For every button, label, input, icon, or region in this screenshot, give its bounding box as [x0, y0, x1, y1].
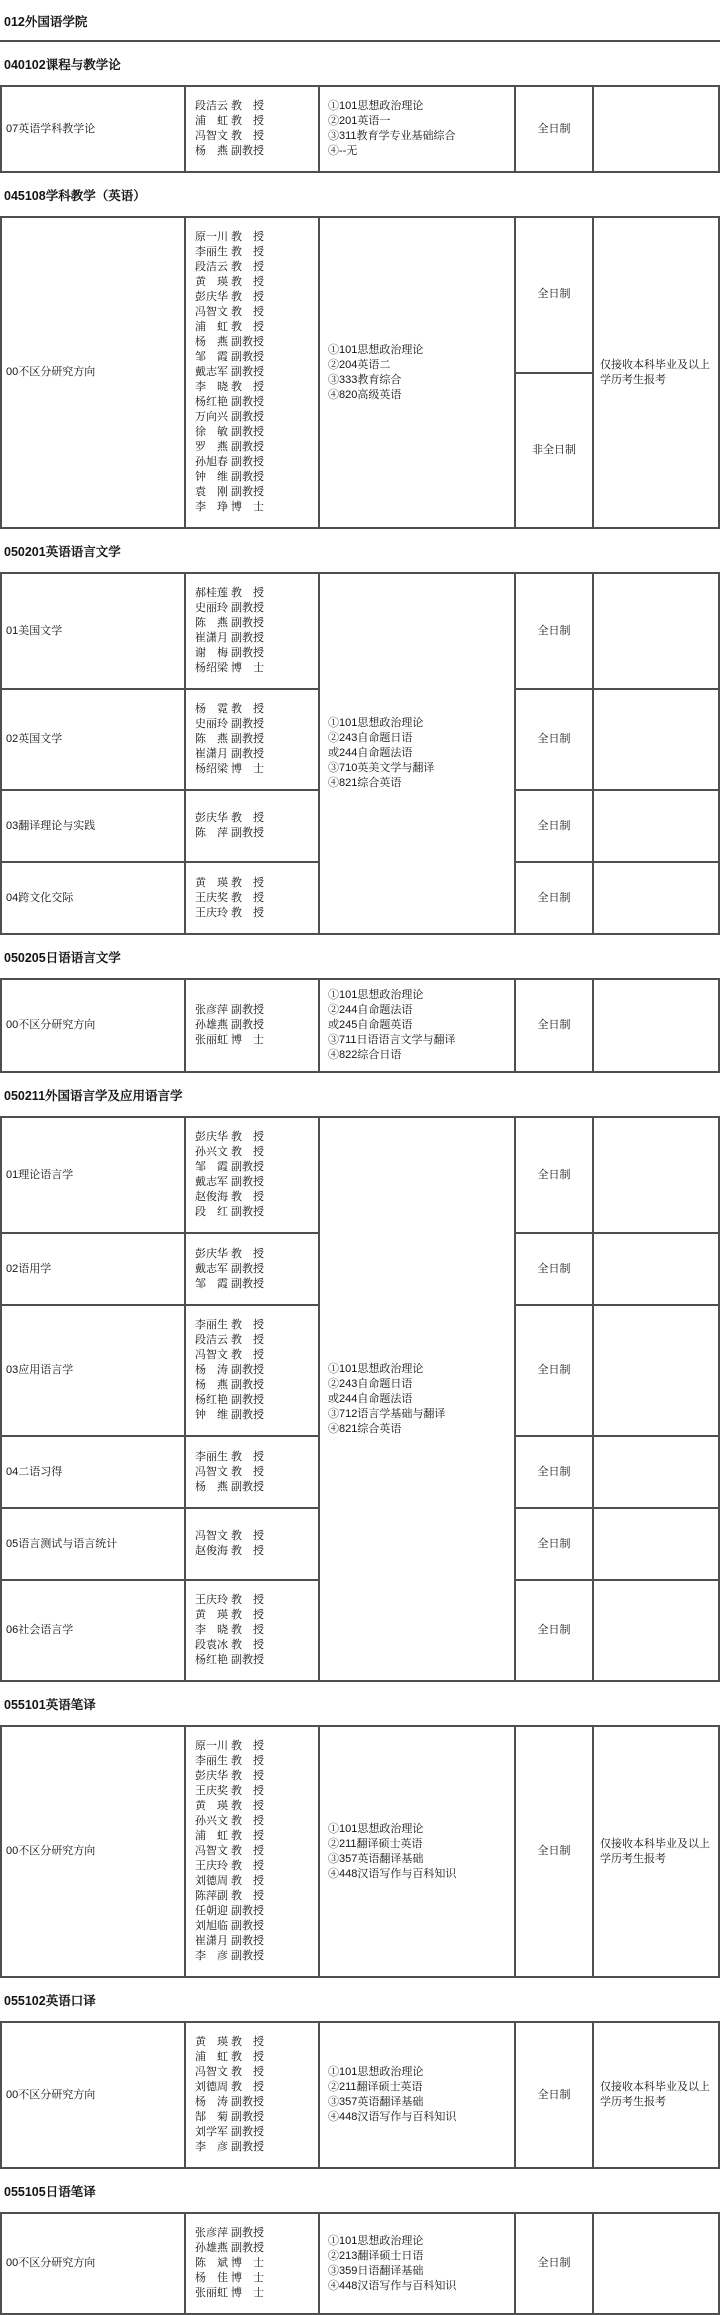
study-mode-cell: 全日制	[516, 1727, 594, 1978]
text-line: ④821综合英语	[328, 777, 402, 789]
text-line: 杨绍梁 博 士	[195, 662, 265, 674]
advisors-cell	[186, 1581, 320, 1682]
exam-subjects-cell	[320, 980, 516, 1073]
text-line: 王庆玲 教 授	[195, 1594, 265, 1606]
direction-cell: 04二语习得	[2, 1437, 186, 1509]
text-line: ②243自命题日语	[328, 732, 413, 744]
program-table	[0, 978, 720, 1073]
text-line: 刘德周 教 授	[195, 2081, 265, 2093]
text-line: 杨 佳 博 士	[195, 2272, 265, 2284]
text-line: 杨红艳 副教授	[195, 1654, 265, 1666]
exam-subjects-cell	[320, 87, 516, 173]
remark-cell	[594, 2214, 720, 2315]
text-line: 史丽玲 副教授	[195, 602, 265, 614]
study-mode-cell: 全日制	[516, 1234, 594, 1306]
text-line: ③357英语翻译基础	[328, 2096, 424, 2108]
text-line: ①101思想政治理论	[328, 2066, 424, 2078]
remark-cell	[594, 1581, 720, 1682]
text-line: ①101思想政治理论	[328, 100, 424, 112]
direction-cell: 01美国文学	[2, 574, 186, 690]
study-mode-cell: 全日制	[516, 791, 594, 863]
text-line: 彭庆华 教 授	[195, 1247, 265, 1260]
text-line: 杨 涛 副教授	[195, 2096, 265, 2108]
text-line: ④448汉语写作与百科知识	[328, 2279, 457, 2292]
text-line: 张丽虹 博 士	[195, 1034, 265, 1046]
sections-container	[0, 42, 720, 2315]
text-line: 陈萍副 教 授	[195, 1890, 265, 1902]
text-line: 杨绍梁 博 士	[195, 763, 265, 775]
text-line: 崔潇月 副教授	[195, 748, 265, 760]
text-line: 崔潇月 副教授	[195, 632, 265, 644]
text-line: 王庆奖 教 授	[195, 1785, 265, 1797]
study-mode-cell: 全日制	[516, 863, 594, 935]
advisors-cell	[186, 980, 320, 1073]
program-table	[0, 2212, 720, 2315]
program-table	[0, 572, 720, 935]
text-line: 崔潇月 副教授	[195, 1935, 265, 1947]
remark-cell	[594, 87, 720, 173]
study-mode-cell: 全日制	[516, 1118, 594, 1234]
remark-cell	[594, 1118, 720, 1234]
direction-cell: 04跨文化交际	[2, 863, 186, 935]
direction-cell: 01理论语言学	[2, 1118, 186, 1234]
text-line: 杨 霓 教 授	[195, 703, 265, 715]
text-line: 段洁云 教 授	[195, 1334, 265, 1346]
text-line: 陈 斌 博 士	[195, 2257, 265, 2269]
advisors-cell	[186, 218, 320, 529]
text-line: 浦 虹 教 授	[195, 321, 265, 333]
study-mode-cell: 非全日制	[516, 374, 594, 530]
remark-cell	[594, 574, 720, 690]
text-line: 郝桂莲 教 授	[195, 587, 265, 599]
text-line: 原一川 教 授	[195, 231, 265, 243]
remark-cell	[594, 791, 720, 863]
study-mode-cell: 全日制	[516, 218, 594, 374]
section-header: 050201英语语言文学	[4, 545, 121, 559]
study-mode-cell: 全日制	[516, 574, 594, 690]
text-line: 黄 瑛 教 授	[195, 276, 265, 288]
text-line: 杨 燕 副教授	[195, 145, 265, 157]
text-line: 戴志军 副教授	[195, 366, 265, 378]
page-title: 012外国语学院	[0, 0, 720, 42]
text-line: 冯智文 教 授	[195, 1465, 265, 1478]
text-line: 李 晓 教 授	[195, 1624, 265, 1636]
text-line: 罗 燕 副教授	[195, 441, 265, 453]
text-line: 李丽生 教 授	[195, 1450, 265, 1463]
study-mode-cell: 全日制	[516, 2214, 594, 2315]
text-line: 陈 燕 副教授	[195, 733, 265, 745]
text-line: 张彦萍 副教授	[195, 2227, 265, 2239]
text-line: 浦 虹 教 授	[195, 1830, 265, 1842]
text-line: 李丽生 教 授	[195, 1755, 265, 1767]
remark-cell	[594, 863, 720, 935]
text-line: 谢 梅 副教授	[195, 647, 265, 659]
text-line: 徐 敏 副教授	[195, 426, 265, 438]
remark-cell: 仅接收本科毕业及以上学历考生报考	[594, 1727, 720, 1978]
text-line: 黄 瑛 教 授	[195, 2036, 265, 2048]
section-header: 040102课程与教学论	[4, 58, 121, 72]
remark-cell	[594, 1234, 720, 1306]
text-line: 段袁冰 教 授	[195, 1639, 265, 1651]
text-line: 段 红 副教授	[195, 1206, 265, 1218]
text-line: 黄 瑛 教 授	[195, 1800, 265, 1812]
text-line: 杨 燕 副教授	[195, 1379, 265, 1391]
text-line: 段洁云 教 授	[195, 261, 265, 273]
advisors-cell	[186, 1727, 320, 1978]
text-line: 或244自命题法语	[328, 1392, 413, 1405]
text-line: 刘旭临 副教授	[195, 1920, 265, 1932]
remark-cell	[594, 690, 720, 791]
section-header: 045108学科教学（英语）	[4, 189, 146, 203]
text-line: 孙兴文 教 授	[195, 1146, 265, 1158]
text-line: 冯智文 教 授	[195, 1845, 265, 1857]
text-line: 或244自命题法语	[328, 747, 413, 759]
program-table	[0, 1116, 720, 1682]
advisors-cell	[186, 1509, 320, 1581]
advisors-cell	[186, 690, 320, 791]
text-line: 李 彦 副教授	[195, 1950, 265, 1962]
text-line: 杨 燕 副教授	[195, 336, 265, 348]
text-line: ③311教育学专业基础综合	[328, 130, 456, 142]
exam-subjects-cell	[320, 2023, 516, 2169]
direction-cell: 06社会语言学	[2, 1581, 186, 1682]
text-line: 郜 菊 副教授	[195, 2111, 265, 2123]
text-line: 杨红艳 副教授	[195, 1394, 265, 1406]
study-mode-cell: 全日制	[516, 2023, 594, 2169]
direction-cell: 03翻译理论与实践	[2, 791, 186, 863]
study-mode-cell: 全日制	[516, 1437, 594, 1509]
advisors-cell	[186, 1118, 320, 1234]
text-line: ③359日语翻译基础	[328, 2264, 424, 2277]
study-mode-cell: 全日制	[516, 1509, 594, 1581]
direction-cell: 00不区分研究方向	[2, 1727, 186, 1978]
text-line: 张彦萍 副教授	[195, 1004, 265, 1016]
exam-subjects-cell	[320, 218, 516, 529]
text-line: ①101思想政治理论	[328, 1822, 424, 1835]
text-line: 王庆奖 教 授	[195, 891, 265, 904]
text-line: 孙雄燕 副教授	[195, 2242, 265, 2254]
text-line: 邹 霞 副教授	[195, 351, 265, 363]
text-line: 杨红艳 副教授	[195, 396, 265, 408]
text-line: ④821综合英语	[328, 1422, 402, 1435]
text-line: 黄 瑛 教 授	[195, 876, 265, 889]
text-line: 王庆玲 教 授	[195, 906, 265, 919]
text-line: 钟 维 副教授	[195, 471, 265, 483]
text-line: 邹 霞 副教授	[195, 1161, 265, 1173]
text-line: ③333教育综合	[328, 373, 402, 386]
text-line: 钟 维 副教授	[195, 1409, 265, 1421]
advisors-cell	[186, 2023, 320, 2169]
text-line: 王庆玲 教 授	[195, 1860, 265, 1872]
text-line: ②244自命题法语	[328, 1004, 413, 1016]
section-header: 050211外国语言学及应用语言学	[4, 1089, 183, 1103]
text-line: 杨 涛 副教授	[195, 1364, 265, 1376]
text-line: 邹 霞 副教授	[195, 1277, 265, 1290]
text-line: ①101思想政治理论	[328, 989, 424, 1001]
direction-cell: 07英语学科教学论	[2, 87, 186, 173]
text-line: 刘德周 教 授	[195, 1875, 265, 1887]
advisors-cell	[186, 863, 320, 935]
remark-cell	[594, 1509, 720, 1581]
text-line: ②201英语一	[328, 115, 391, 127]
exam-subjects-cell	[320, 2214, 516, 2315]
text-line: 袁 刚 副教授	[195, 486, 265, 498]
program-table	[0, 1725, 720, 1978]
direction-cell: 00不区分研究方向	[2, 980, 186, 1073]
text-line: ②204英语二	[328, 358, 391, 371]
text-line: 冯智文 教 授	[195, 1349, 265, 1361]
direction-cell: 00不区分研究方向	[2, 2214, 186, 2315]
text-line: ③711日语语言文学与翻译	[328, 1034, 456, 1046]
text-line: ①101思想政治理论	[328, 2234, 424, 2247]
text-line: ①101思想政治理论	[328, 1362, 424, 1375]
text-line: 孙旭春 副教授	[195, 456, 265, 468]
text-line: 陈 萍 副教授	[195, 827, 265, 839]
text-line: ④448汉语写作与百科知识	[328, 2111, 457, 2123]
text-line: 李 琤 博 士	[195, 501, 265, 513]
study-mode-cell: 全日制	[516, 690, 594, 791]
text-line: 赵俊海 教 授	[195, 1545, 265, 1557]
text-line: ④820高级英语	[328, 388, 402, 401]
study-mode-cell: 全日制	[516, 1306, 594, 1437]
text-line: 戴志军 副教授	[195, 1262, 265, 1275]
text-line: 杨 燕 副教授	[195, 1480, 265, 1493]
direction-cell: 05语言测试与语言统计	[2, 1509, 186, 1581]
text-line: 任朝迎 副教授	[195, 1905, 265, 1917]
text-line: 冯智文 教 授	[195, 130, 265, 142]
text-line: ④--无	[328, 145, 358, 157]
exam-subjects-cell	[320, 1727, 516, 1978]
text-line: ②213翻译硕士日语	[328, 2249, 424, 2262]
text-line: 李丽生 教 授	[195, 246, 265, 258]
remark-cell	[594, 1437, 720, 1509]
section-header: 050205日语语言文学	[4, 951, 121, 965]
text-line: 李 晓 教 授	[195, 381, 265, 393]
text-line: 彭庆华 教 授	[195, 1131, 265, 1143]
text-line: 段洁云 教 授	[195, 100, 265, 112]
remark-cell	[594, 980, 720, 1073]
text-line: 赵俊海 教 授	[195, 1191, 265, 1203]
program-table	[0, 2021, 720, 2169]
text-line: 陈 燕 副教授	[195, 617, 265, 629]
text-line: 冯智文 教 授	[195, 306, 265, 318]
text-line: 孙兴文 教 授	[195, 1815, 265, 1827]
text-line: 或245自命题英语	[328, 1019, 413, 1031]
direction-cell: 02语用学	[2, 1234, 186, 1306]
text-line: ①101思想政治理论	[328, 717, 424, 729]
text-line: 浦 虹 教 授	[195, 2051, 265, 2063]
direction-cell: 02英国文学	[2, 690, 186, 791]
text-line: 彭庆华 教 授	[195, 291, 265, 303]
advisors-cell	[186, 2214, 320, 2315]
direction-cell: 00不区分研究方向	[2, 218, 186, 529]
text-line: ②211翻译硕士英语	[328, 1837, 423, 1850]
direction-cell: 00不区分研究方向	[2, 2023, 186, 2169]
advisors-cell	[186, 791, 320, 863]
study-mode-cell: 全日制	[516, 1581, 594, 1682]
text-line: 黄 瑛 教 授	[195, 1609, 265, 1621]
advisors-cell	[186, 574, 320, 690]
text-line: ①101思想政治理论	[328, 343, 424, 356]
text-line: 史丽玲 副教授	[195, 718, 265, 730]
text-line: 戴志军 副教授	[195, 1176, 265, 1188]
text-line: 李丽生 教 授	[195, 1319, 265, 1331]
text-line: ③712语言学基础与翻译	[328, 1407, 446, 1420]
text-line: 彭庆华 教 授	[195, 812, 265, 824]
direction-cell: 03应用语言学	[2, 1306, 186, 1437]
remark-cell: 仅接收本科毕业及以上学历考生报考	[594, 2023, 720, 2169]
text-line: 原一川 教 授	[195, 1740, 265, 1752]
text-line: ④822综合日语	[328, 1049, 402, 1061]
remark-cell: 仅接收本科毕业及以上学历考生报考	[594, 218, 720, 529]
text-line: 张丽虹 博 士	[195, 2287, 265, 2299]
text-line: 万向兴 副教授	[195, 411, 265, 423]
section-header: 055105日语笔译	[4, 2185, 96, 2199]
text-line: ②243自命题日语	[328, 1377, 413, 1390]
text-line: ④448汉语写作与百科知识	[328, 1867, 457, 1880]
text-line: 李 彦 副教授	[195, 2141, 265, 2153]
text-line: 冯智文 教 授	[195, 2066, 265, 2078]
study-mode-cell: 全日制	[516, 87, 594, 173]
text-line: ③710英美文学与翻译	[328, 762, 435, 774]
remark-cell	[594, 1306, 720, 1437]
program-table	[0, 216, 720, 529]
section-header: 055102英语口译	[4, 1994, 96, 2008]
text-line: ③357英语翻译基础	[328, 1852, 424, 1865]
text-line: ②211翻译硕士英语	[328, 2081, 423, 2093]
section-header: 055101英语笔译	[4, 1698, 96, 1712]
exam-subjects-cell	[320, 1118, 516, 1682]
advisors-cell	[186, 1234, 320, 1306]
study-mode-cell: 全日制	[516, 980, 594, 1073]
text-line: 孙雄燕 副教授	[195, 1019, 265, 1031]
advisors-cell	[186, 87, 320, 173]
program-table	[0, 85, 720, 173]
exam-subjects-cell	[320, 574, 516, 935]
advisors-cell	[186, 1437, 320, 1509]
text-line: 刘学军 副教授	[195, 2126, 265, 2138]
text-line: 冯智文 教 授	[195, 1530, 265, 1542]
text-line: 彭庆华 教 授	[195, 1770, 265, 1782]
text-line: 浦 虹 教 授	[195, 115, 265, 127]
advisors-cell	[186, 1306, 320, 1437]
